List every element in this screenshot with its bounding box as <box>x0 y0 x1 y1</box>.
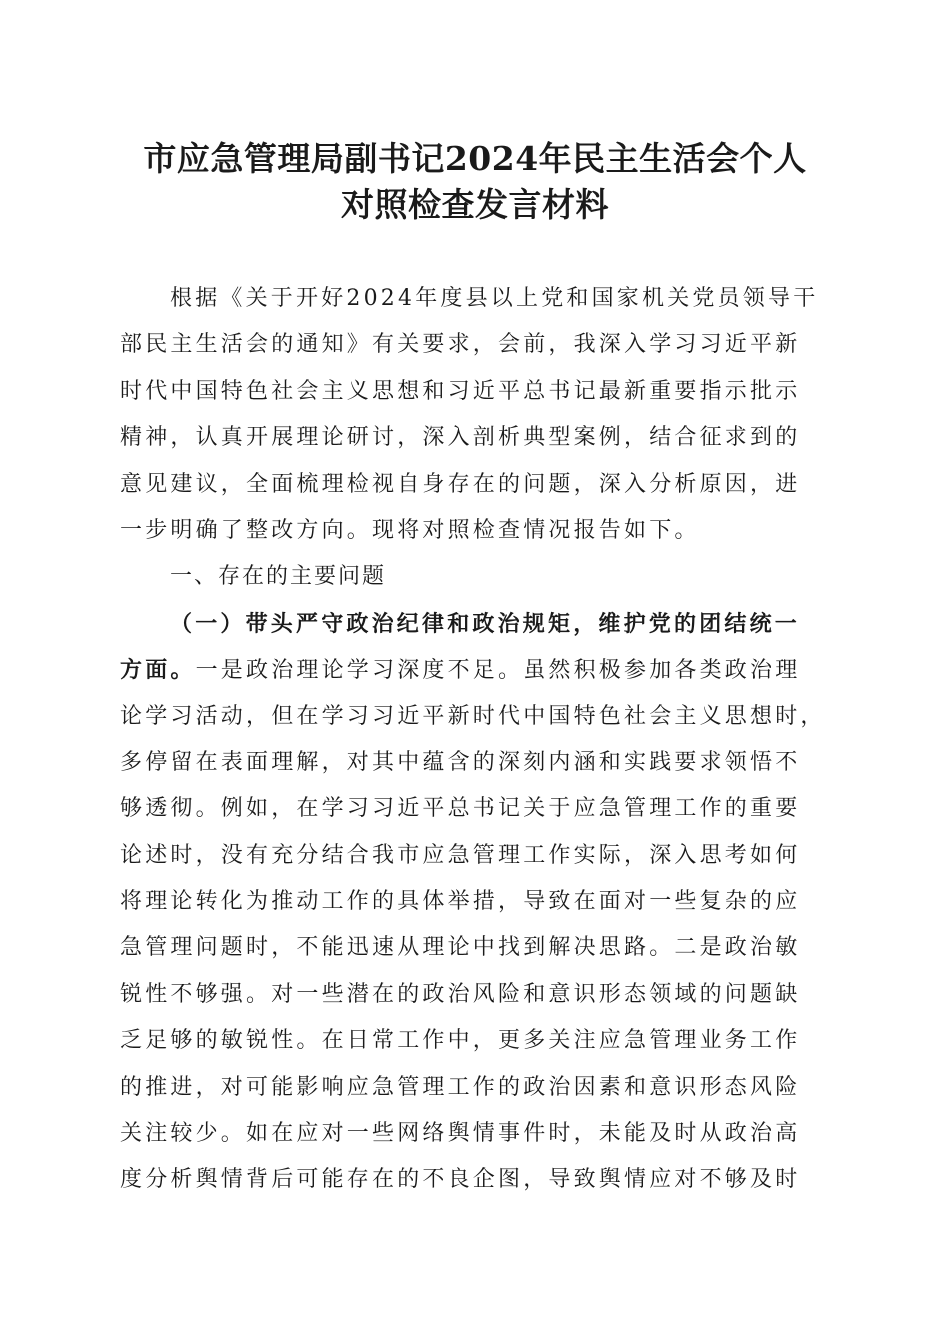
intro-line: 精神，认真开展理论研讨，深入剖析典型案例，结合征求到的 <box>120 425 801 451</box>
body-line: 将理论转化为推动工作的具体举措，导致在面对一些复杂的应 <box>120 889 801 915</box>
section-heading: 一、存在的主要问题 <box>170 564 387 590</box>
title-line-1: 市应急管理局副书记2024年民主生活会个人 <box>143 139 807 178</box>
body-line: 多停留在表面理解，对其中蕴含的深刻内涵和实践要求领悟不 <box>120 749 801 775</box>
subsection-heading: （一）带头严守政治纪律和政治规矩，维护党的团结统一 <box>170 610 801 637</box>
body-line: 论学习活动，但在学习习近平新时代中国特色社会主义思想时， <box>120 703 826 729</box>
body-line: 够透彻。例如，在学习习近平总书记关于应急管理工作的重要 <box>120 796 801 822</box>
intro-line: 意见建议，全面梳理检视自身存在的问题，深入分析原因，进 <box>120 471 801 497</box>
body-line: 的推进，对可能影响应急管理工作的政治因素和意识形态风险 <box>120 1074 801 1100</box>
body-line: 论述时，没有充分结合我市应急管理工作实际，深入思考如何 <box>120 842 801 868</box>
document-body <box>120 276 832 1204</box>
body-line: 锐性不够强。对一些潜在的政治风险和意识形态领域的问题缺 <box>120 981 801 1007</box>
subsection-heading-tail: 方面。 <box>120 657 196 684</box>
body-line-text: 一是政治理论学习深度不足。虽然积极参加各类政治理 <box>195 658 801 684</box>
intro-line: 根据《关于开好2024年度县以上党和国家机关党员领导干 <box>170 286 819 311</box>
title-line-2: 对照检查发言材料 <box>341 185 609 224</box>
document-title <box>100 136 850 228</box>
intro-line: 部民主生活会的通知》有关要求，会前，我深入学习习近平新 <box>120 332 801 358</box>
body-line: 急管理问题时，不能迅速从理论中找到解决思路。二是政治敏 <box>120 935 801 961</box>
body-line: 乏足够的敏锐性。在日常工作中，更多关注应急管理业务工作 <box>120 1028 801 1054</box>
body-line: 度分析舆情背后可能存在的不良企图，导致舆情应对不够及时 <box>120 1167 801 1193</box>
body-line <box>120 647 832 693</box>
intro-line: 一步明确了整改方向。现将对照检查情况报告如下。 <box>120 517 700 543</box>
intro-line: 时代中国特色社会主义思想和习近平总书记最新重要指示批示 <box>120 378 801 404</box>
body-line: 关注较少。如在应对一些网络舆情事件时，未能及时从政治高 <box>120 1121 801 1147</box>
